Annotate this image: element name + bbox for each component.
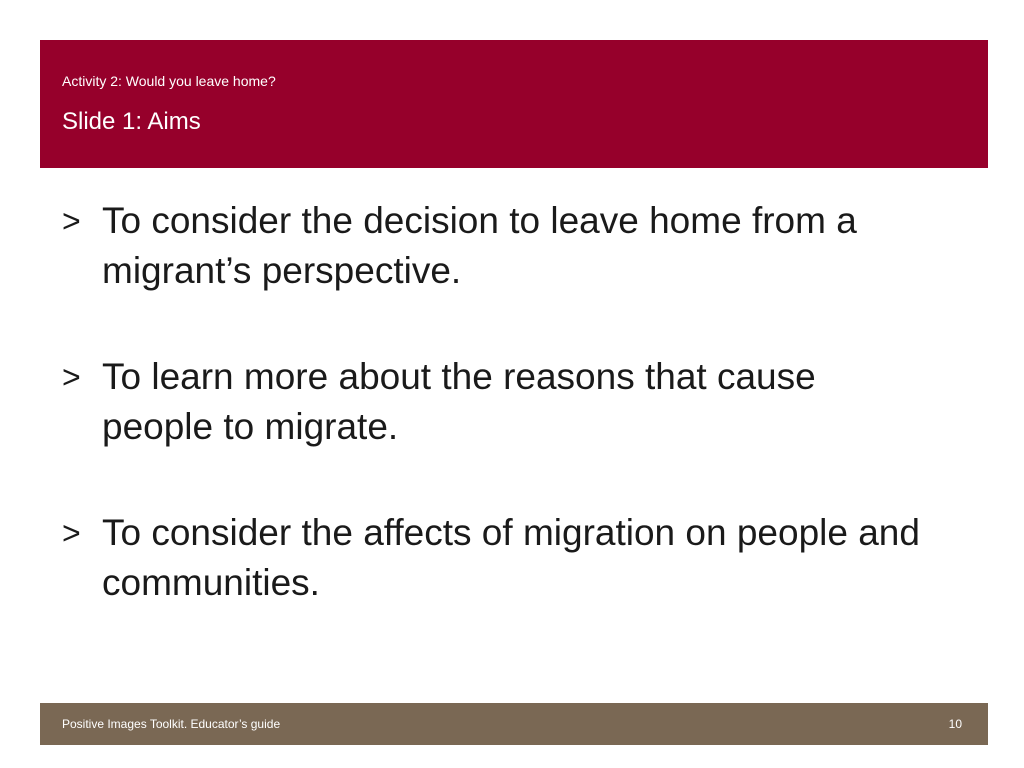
bullet-text: To consider the affects of migration on people and communities. <box>102 512 920 603</box>
bullet-marker: > <box>62 515 81 551</box>
footer-text: Positive Images Toolkit. Educator’s guide <box>62 717 281 731</box>
footer-bar <box>40 703 988 745</box>
activity-subtitle: Activity 2: Would you leave home? <box>62 73 276 89</box>
list-item <box>62 508 962 608</box>
bullet-text: To learn more about the reasons that cause people to migrate. <box>102 356 816 447</box>
bullet-marker: > <box>62 359 81 395</box>
aims-list <box>62 196 962 664</box>
list-item <box>62 352 962 452</box>
page-number: 10 <box>948 717 962 731</box>
header-banner <box>40 40 988 168</box>
slide-title: Slide 1: Aims <box>62 108 201 135</box>
list-item <box>62 196 962 296</box>
bullet-text: To consider the decision to leave home from a migrant’s perspective. <box>102 200 857 291</box>
bullet-marker: > <box>62 203 81 239</box>
